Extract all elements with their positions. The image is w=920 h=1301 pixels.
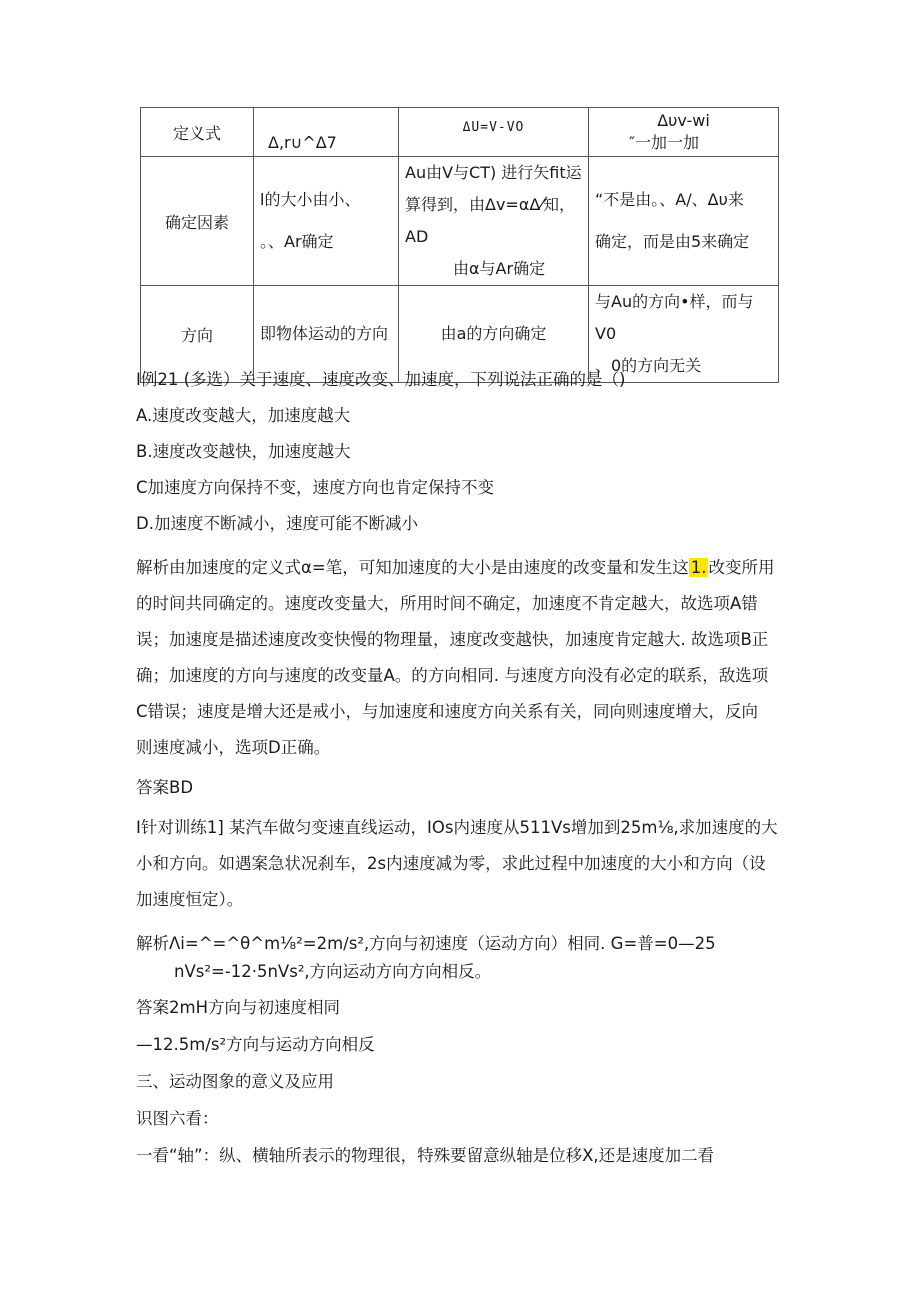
analysis-line [136, 550, 786, 586]
cell-line: ″一加一加 [629, 133, 699, 152]
table-cell [254, 108, 399, 157]
training-answer: 答案2mH方向与初速度相同 [136, 998, 340, 1017]
row-label: 定义式 [141, 108, 254, 157]
cell-line: 由a的方向确定 [440, 324, 547, 343]
training-line: 小和方向。如遇案急状况刹车，2s内速度减为零，求此过程中加速度的大小和方向（设 [136, 854, 766, 873]
training-line: I针对训练1] 某汽车做匀变速直线运动，IOs内速度从511Vs增加到25m⅛,求加速度的大 [136, 818, 778, 837]
cell-line: 确定，而是由5来确定 [595, 232, 750, 251]
analysis-text: 改变所用 [708, 558, 775, 577]
cell-line: “不是由。、A/、Δυ来 [595, 190, 744, 209]
training-analysis-line: 解析Λi=^=^θ^m⅛²=2m∕s²,方向与初速度（运动方向）相同. G=普=0—25 [136, 934, 716, 953]
cell-line: 。、Ar确定 [260, 232, 334, 251]
table-cell [399, 108, 589, 157]
cell-line: Δυv-wi [657, 111, 710, 130]
analysis-text: 解析由加速度的定义式α=笔，可知加速度的大小是由速度的改变量和发生这 [136, 558, 689, 577]
training-line: 加速度恒定）。 [136, 890, 244, 909]
training-answer: —12.5m∕s²方向与运动方向相反 [136, 1035, 375, 1054]
section-line: 一看“轴”：纵、横轴所表示的物理很，特殊要留意纵轴是位移X,还是速度加二看 [136, 1146, 715, 1165]
option-d: D.加速度不断减小，速度可能不断减小 [136, 514, 418, 533]
example-title: I例21 (多选）关于速度、速度改变、加速度，下列说法正确的是（) [136, 370, 626, 389]
cell-line: Δ,r∪^Δ7 [268, 133, 337, 152]
analysis-line: C错误；速度是增大还是戒小，与加速度和速度方向关系有关，同向则速度增大，反向 [136, 702, 759, 721]
option-c: C加速度方向保持不变，速度方向也肯定保持不变 [136, 478, 495, 497]
cell-line: l的大小由小、 [260, 190, 361, 209]
definition-table [140, 107, 779, 383]
section-heading: 三、运动图象的意义及应用 [136, 1072, 334, 1091]
analysis-line: 的时间共同确定的。速度改变量大，所用时间不确定，加速度不肯定越大，故选项A错 [136, 594, 758, 613]
cell-line: 即物体运动的方向 [260, 324, 389, 343]
cell-line: ΔU=V-VO [462, 120, 525, 135]
table-row [141, 108, 779, 157]
table-row [141, 157, 779, 286]
cell-line: 由α与Ar确定 [453, 259, 546, 278]
table-cell [254, 157, 399, 286]
section-subheading: 识图六看： [136, 1109, 219, 1128]
table-cell [589, 108, 779, 157]
table-cell [589, 157, 779, 286]
cell-line: Au由V与CT) 进行矢fit运 [405, 163, 582, 182]
analysis-line: 则速度减小，选项D正确。 [136, 738, 331, 757]
option-b: B.速度改变越快，加速度越大 [136, 442, 351, 461]
cell-line: 算得到，由Δv=αΔ⁄知，AD [405, 195, 575, 246]
row-label: 方向 [141, 286, 254, 383]
highlighted-text: 1. [690, 558, 707, 577]
training-analysis-line: nVs²=-12·5nVs²,方向运动方向方向相反。 [174, 962, 492, 981]
example-answer: 答案BD [136, 778, 194, 797]
analysis-line: 误；加速度是描述速度改变快慢的物理量，速度改变越快，加速度肯定越大. 故选项B正 [136, 630, 769, 649]
table-cell [399, 157, 589, 286]
analysis-line: 确；加速度的方向与速度的改变量A。的方向相同. 与速度方向没有必定的联系，敌选项 [136, 666, 769, 685]
cell-line: 、0的方向无关 [595, 356, 702, 375]
cell-line: 与Au的方向•样，而与V0 [595, 292, 754, 343]
row-label: 确定因素 [141, 157, 254, 286]
option-a: A.速度改变越大，加速度越大 [136, 406, 351, 425]
